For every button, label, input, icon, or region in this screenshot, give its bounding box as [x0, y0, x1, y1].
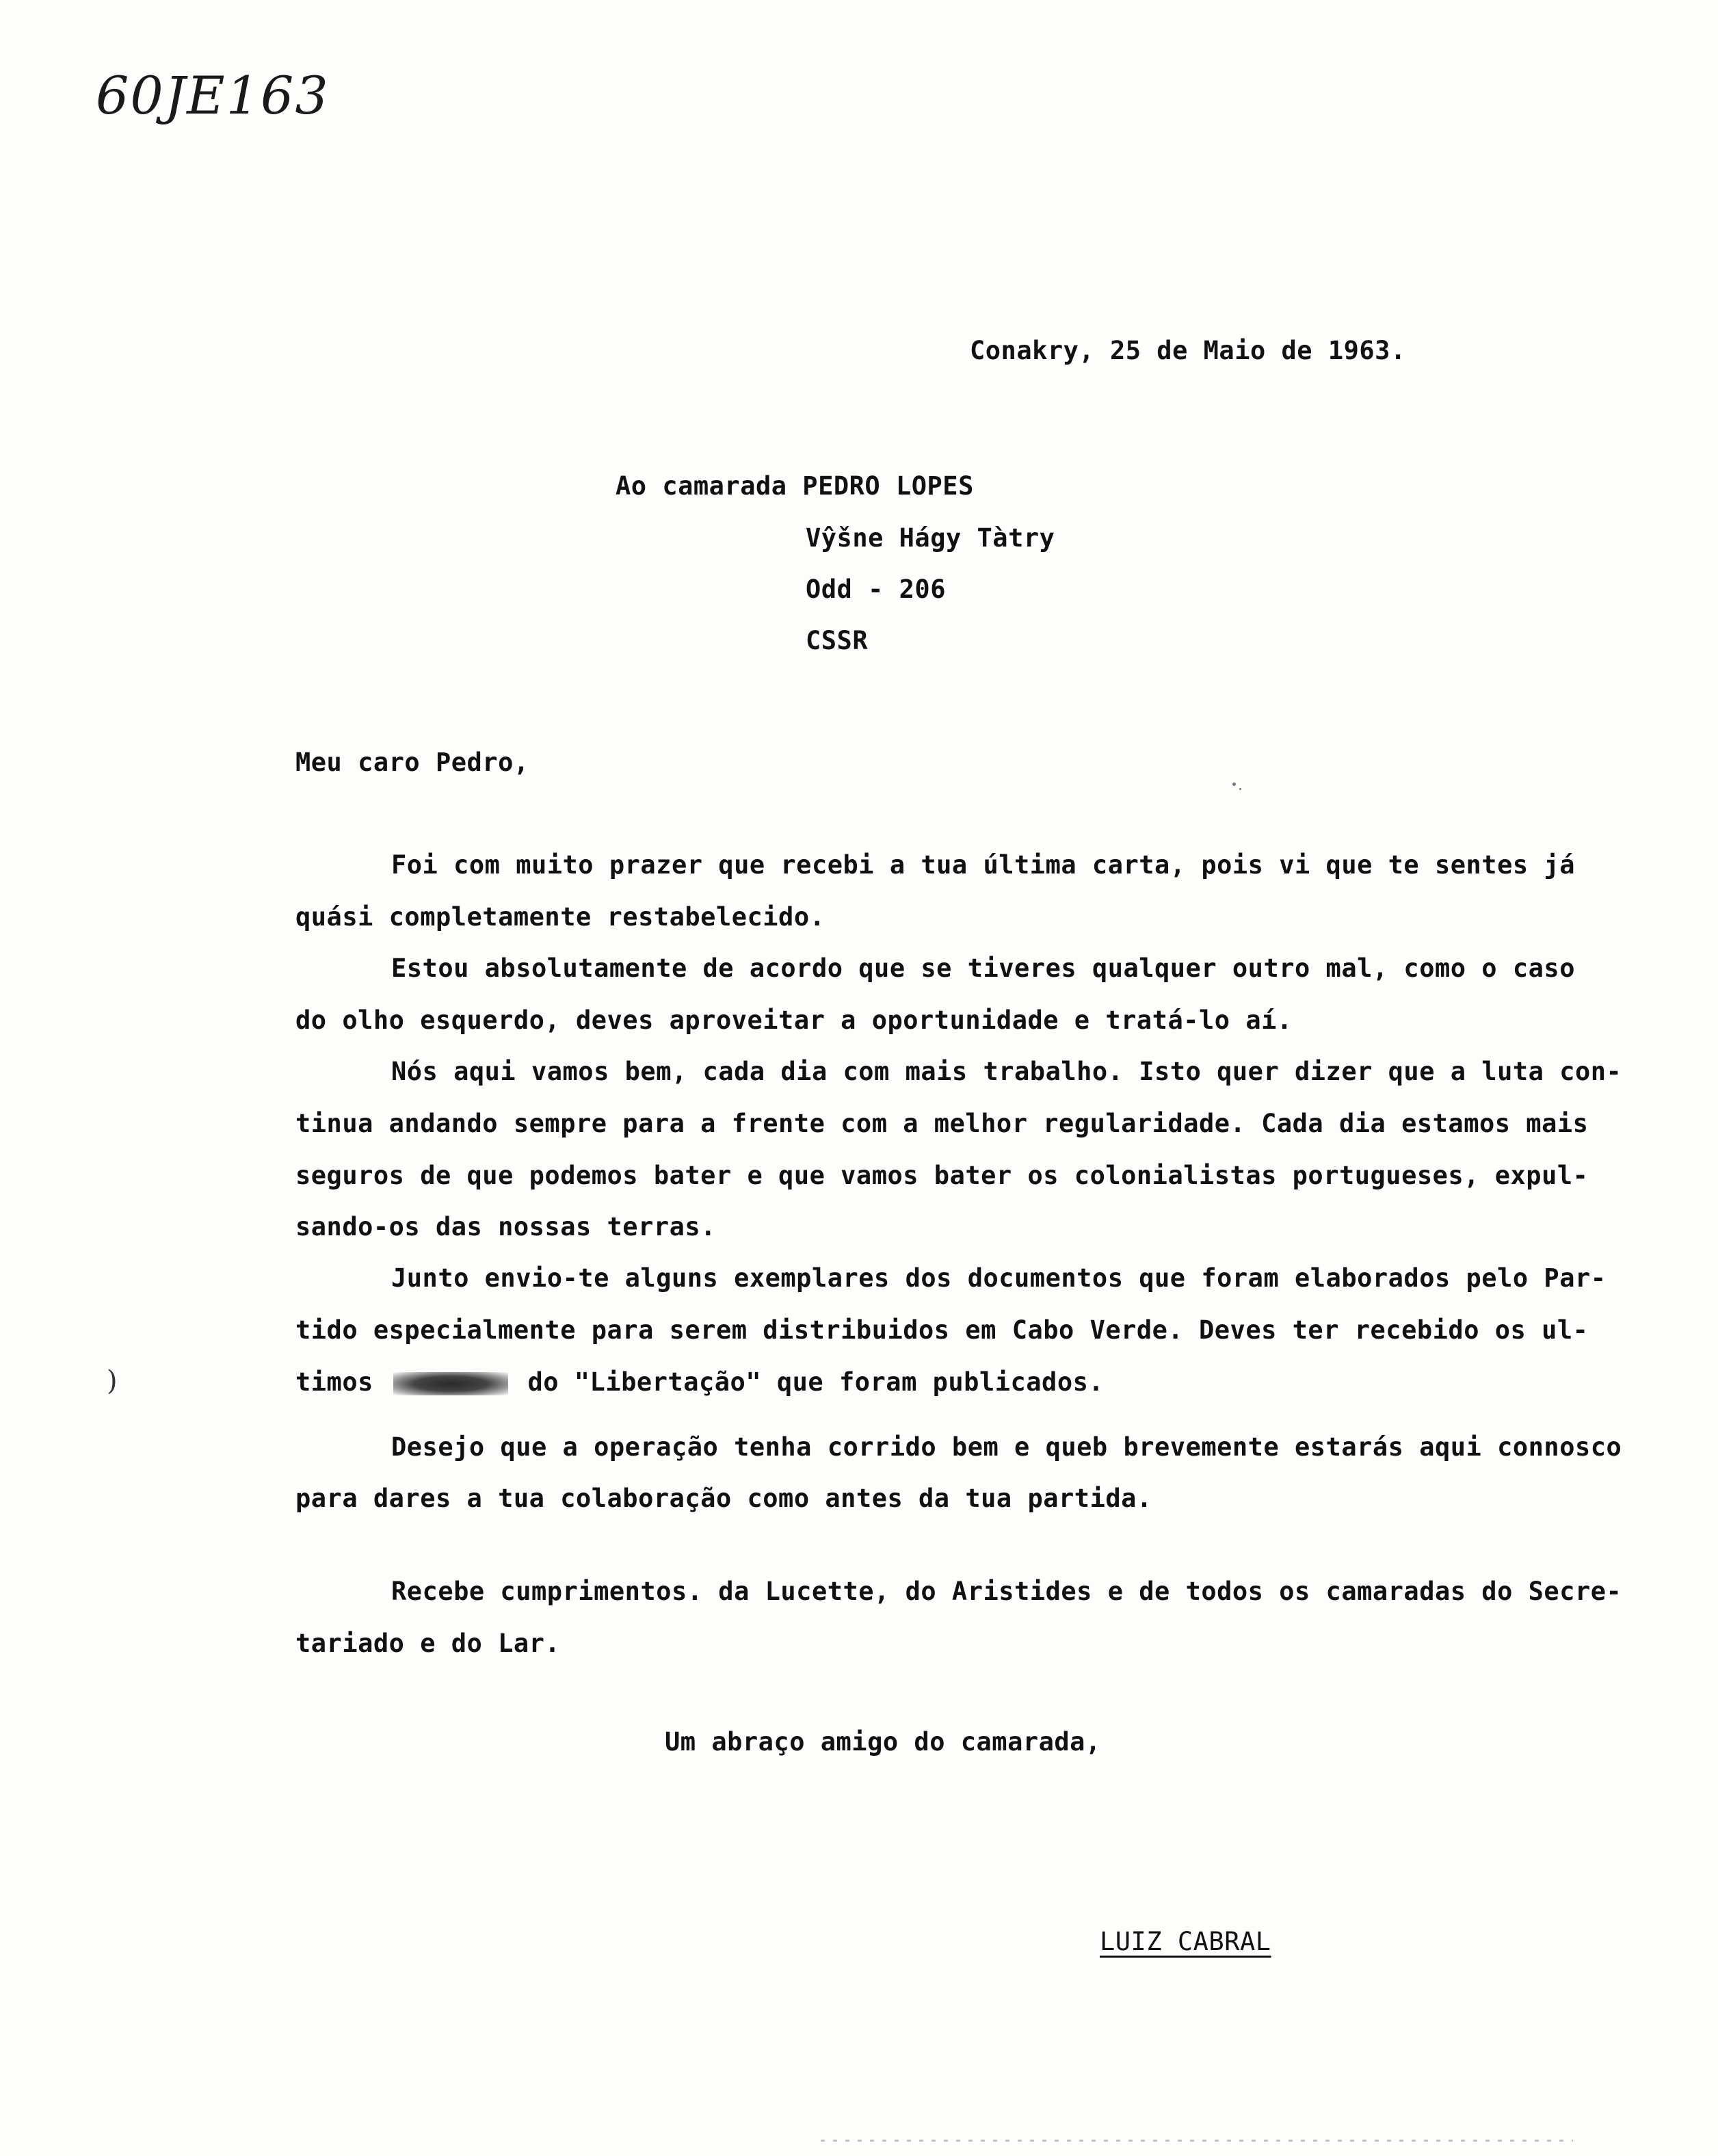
- paragraph-4-line-3: [295, 1369, 1104, 1395]
- paragraph-5-line-2: para dares a tua colaboração como antes da tua partida.: [295, 1484, 1152, 1513]
- archive-reference: 60JE163: [96, 65, 330, 126]
- paragraph-4-line-3-end: do "Libertação" que foram publicados.: [527, 1367, 1105, 1397]
- redaction-smudge: [393, 1372, 508, 1395]
- paragraph-6-line-2: tariado e do Lar.: [295, 1629, 561, 1658]
- paper-speck: [1232, 783, 1236, 786]
- closing: Um abraço amigo do camarada,: [665, 1727, 1101, 1757]
- paragraph-3-line-1: Nós aqui vamos bem, cada dia com mais trabalho. Isto quer dizer que a luta con-: [391, 1057, 1622, 1086]
- paragraph-1-line-2: quási completamente restabelecido.: [295, 902, 825, 932]
- paragraph-1-line-1: Foi com muito prazer que recebi a tua última carta, pois vi que te sentes já: [391, 850, 1575, 880]
- margin-mark: ): [107, 1365, 118, 1397]
- recipient-line-2: Vŷšne Hágy Tàtry: [806, 523, 1055, 553]
- paper-speck: [1239, 788, 1241, 790]
- paragraph-3-line-3: seguros de que podemos bater e que vamos bater os colonialistas portugueses, expul-: [295, 1161, 1589, 1190]
- scan-edge-artifact: [821, 2140, 1573, 2142]
- paragraph-5-line-1: Desejo que a operação tenha corrido bem e queb brevemente estarás aqui connosco: [391, 1432, 1622, 1462]
- paragraph-2-line-2: do olho esquerdo, deves aproveitar a oportunidade e tratá-lo aí.: [295, 1005, 1293, 1035]
- paragraph-3-line-4: sando-os das nossas terras.: [295, 1212, 716, 1241]
- greeting: Meu caro Pedro,: [295, 748, 529, 777]
- paragraph-4-line-2: tido especialmente para serem distribuidos em Cabo Verde. Deves ter recebido os ul-: [295, 1315, 1589, 1345]
- paragraph-2-line-1: Estou absolutamente de acordo que se tiveres qualquer outro mal, como o caso: [391, 954, 1575, 983]
- paragraph-3-line-2: tinua andando sempre para a frente com a melhor regularidade. Cada dia estamos mais: [295, 1109, 1589, 1138]
- recipient-line-3: Odd - 206: [806, 575, 946, 604]
- paragraph-4-line-3-start: timos: [295, 1367, 373, 1397]
- recipient-line-1: Ao camarada PEDRO LOPES: [616, 471, 974, 501]
- recipient-line-4: CSSR: [806, 626, 869, 655]
- paragraph-6-line-1: Recebe cumprimentos. da Lucette, do Aristides e de todos os camaradas do Secre-: [391, 1577, 1622, 1606]
- paragraph-4-line-1: Junto envio-te alguns exemplares dos documentos que foram elaborados pelo Par-: [391, 1263, 1607, 1293]
- dateline: Conakry, 25 de Maio de 1963.: [970, 336, 1406, 365]
- signature: LUIZ CABRAL: [1100, 1927, 1271, 1956]
